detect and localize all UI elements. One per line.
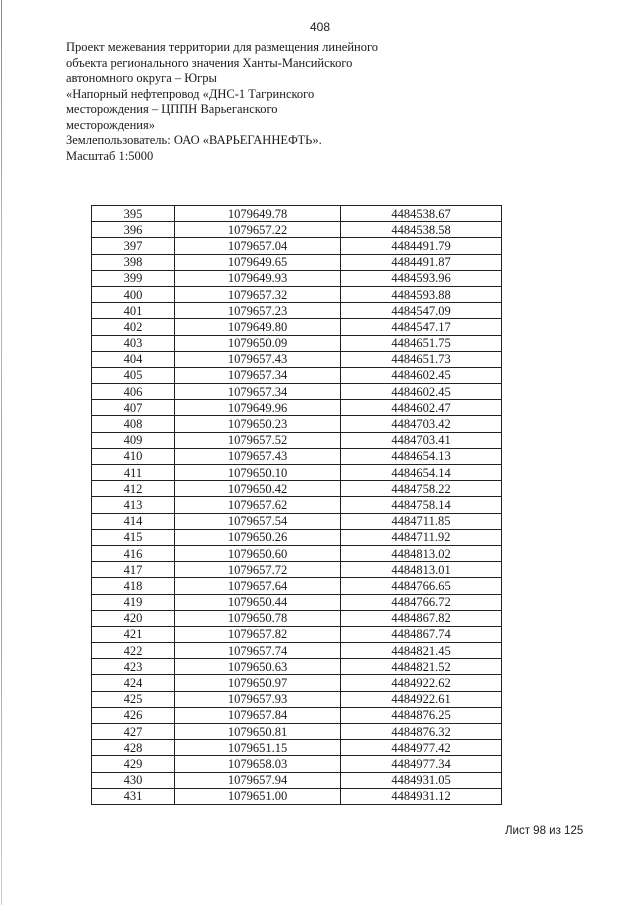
point-number-cell: 401 [92, 303, 175, 319]
y-coordinate-cell: 4484654.14 [341, 465, 502, 481]
table-row [92, 562, 502, 578]
point-number-cell: 417 [92, 562, 175, 578]
table-row [92, 675, 502, 691]
y-coordinate-cell: 4484491.79 [341, 238, 502, 254]
y-coordinate-cell: 4484491.87 [341, 254, 502, 270]
x-coordinate-cell: 1079650.78 [175, 610, 341, 626]
object-name-line: месторождения – ЦППН Варьеганского [66, 102, 278, 116]
point-number-cell: 425 [92, 691, 175, 707]
y-coordinate-cell: 4484876.32 [341, 724, 502, 740]
y-coordinate-cell: 4484758.14 [341, 497, 502, 513]
table-row [92, 384, 502, 400]
y-coordinate-cell: 4484711.85 [341, 513, 502, 529]
point-number-cell: 402 [92, 319, 175, 335]
coordinates-table [91, 205, 502, 805]
y-coordinate-cell: 4484654.13 [341, 448, 502, 464]
x-coordinate-cell: 1079657.84 [175, 707, 341, 723]
x-coordinate-cell: 1079657.64 [175, 578, 341, 594]
scan-edge-line [1, 0, 2, 905]
y-coordinate-cell: 4484602.47 [341, 400, 502, 416]
y-coordinate-cell: 4484547.09 [341, 303, 502, 319]
point-number-cell: 403 [92, 335, 175, 351]
table-row [92, 254, 502, 270]
y-coordinate-cell: 4484876.25 [341, 707, 502, 723]
x-coordinate-cell: 1079657.74 [175, 643, 341, 659]
object-name-line: «Напорный нефтепровод «ДНС-1 Тагринского [66, 86, 315, 101]
coordinates-table-body [92, 206, 502, 805]
point-number-cell: 426 [92, 707, 175, 723]
object-name-line: месторождения» [66, 117, 155, 132]
y-coordinate-cell: 4484602.45 [341, 384, 502, 400]
table-row [92, 367, 502, 383]
point-number-cell: 411 [92, 465, 175, 481]
x-coordinate-cell: 1079657.34 [175, 367, 341, 383]
x-coordinate-cell: 1079651.00 [175, 788, 341, 804]
y-coordinate-cell: 4484538.67 [341, 206, 502, 222]
point-number-cell: 424 [92, 675, 175, 691]
table-row [92, 643, 502, 659]
point-number-cell: 395 [92, 206, 175, 222]
table-row [92, 400, 502, 416]
point-number-cell: 410 [92, 448, 175, 464]
y-coordinate-cell: 4484703.42 [341, 416, 502, 432]
y-coordinate-cell: 4484977.34 [341, 756, 502, 772]
x-coordinate-cell: 1079657.04 [175, 238, 341, 254]
x-coordinate-cell: 1079650.63 [175, 659, 341, 675]
x-coordinate-cell: 1079650.42 [175, 481, 341, 497]
table-row [92, 222, 502, 238]
point-number-cell: 399 [92, 270, 175, 286]
point-number-cell: 419 [92, 594, 175, 610]
table-row [92, 659, 502, 675]
y-coordinate-cell: 4484821.52 [341, 659, 502, 675]
y-coordinate-cell: 4484821.45 [341, 643, 502, 659]
y-coordinate-cell: 4484813.02 [341, 545, 502, 561]
x-coordinate-cell: 1079649.80 [175, 319, 341, 335]
table-row [92, 724, 502, 740]
x-coordinate-cell: 1079657.43 [175, 351, 341, 367]
y-coordinate-cell: 4484703.41 [341, 432, 502, 448]
table-row [92, 772, 502, 788]
table-row [92, 286, 502, 302]
table-row [92, 335, 502, 351]
x-coordinate-cell: 1079651.15 [175, 740, 341, 756]
table-row [92, 756, 502, 772]
y-coordinate-cell: 4484867.82 [341, 610, 502, 626]
point-number-cell: 429 [92, 756, 175, 772]
table-row [92, 351, 502, 367]
table-row [92, 594, 502, 610]
point-number-cell: 418 [92, 578, 175, 594]
point-number-cell: 408 [92, 416, 175, 432]
x-coordinate-cell: 1079650.26 [175, 529, 341, 545]
y-coordinate-cell: 4484711.92 [341, 529, 502, 545]
table-row [92, 448, 502, 464]
table-row [92, 416, 502, 432]
x-coordinate-cell: 1079649.78 [175, 206, 341, 222]
y-coordinate-cell: 4484651.75 [341, 335, 502, 351]
y-coordinate-cell: 4484766.65 [341, 578, 502, 594]
point-number-cell: 416 [92, 545, 175, 561]
point-number-cell: 430 [92, 772, 175, 788]
x-coordinate-cell: 1079649.65 [175, 254, 341, 270]
x-coordinate-cell: 1079657.32 [175, 286, 341, 302]
point-number-cell: 404 [92, 351, 175, 367]
table-row [92, 529, 502, 545]
x-coordinate-cell: 1079657.22 [175, 222, 341, 238]
y-coordinate-cell: 4484931.12 [341, 788, 502, 804]
table-row [92, 465, 502, 481]
table-row [92, 707, 502, 723]
point-number-cell: 407 [92, 400, 175, 416]
point-number-cell: 406 [92, 384, 175, 400]
scale: Масштаб 1:5000 [66, 148, 154, 163]
y-coordinate-cell: 4484813.01 [341, 562, 502, 578]
point-number-cell: 409 [92, 432, 175, 448]
table-row [92, 691, 502, 707]
x-coordinate-cell: 1079657.62 [175, 497, 341, 513]
point-number-cell: 420 [92, 610, 175, 626]
y-coordinate-cell: 4484602.45 [341, 367, 502, 383]
x-coordinate-cell: 1079658.03 [175, 756, 341, 772]
point-number-cell: 397 [92, 238, 175, 254]
table-row [92, 626, 502, 642]
y-coordinate-cell: 4484766.72 [341, 594, 502, 610]
project-title-line: Проект межевания территории для размещения линейного [66, 40, 379, 54]
y-coordinate-cell: 4484593.88 [341, 286, 502, 302]
point-number-cell: 415 [92, 529, 175, 545]
land-user: Землепользователь: ОАО «ВАРЬЕГАННЕФТЬ». [66, 133, 322, 147]
point-number-cell: 412 [92, 481, 175, 497]
document-header [66, 40, 396, 164]
table-row [92, 610, 502, 626]
x-coordinate-cell: 1079657.72 [175, 562, 341, 578]
point-number-cell: 414 [92, 513, 175, 529]
x-coordinate-cell: 1079657.93 [175, 691, 341, 707]
point-number-cell: 398 [92, 254, 175, 270]
x-coordinate-cell: 1079649.96 [175, 400, 341, 416]
point-number-cell: 427 [92, 724, 175, 740]
x-coordinate-cell: 1079649.93 [175, 270, 341, 286]
table-row [92, 303, 502, 319]
point-number-cell: 428 [92, 740, 175, 756]
page-number: 408 [309, 20, 331, 34]
y-coordinate-cell: 4484931.05 [341, 772, 502, 788]
x-coordinate-cell: 1079650.97 [175, 675, 341, 691]
x-coordinate-cell: 1079650.81 [175, 724, 341, 740]
y-coordinate-cell: 4484922.61 [341, 691, 502, 707]
x-coordinate-cell: 1079657.23 [175, 303, 341, 319]
table-row [92, 788, 502, 804]
x-coordinate-cell: 1079657.43 [175, 448, 341, 464]
y-coordinate-cell: 4484547.17 [341, 319, 502, 335]
x-coordinate-cell: 1079657.52 [175, 432, 341, 448]
x-coordinate-cell: 1079650.23 [175, 416, 341, 432]
x-coordinate-cell: 1079657.82 [175, 626, 341, 642]
table-row [92, 740, 502, 756]
point-number-cell: 422 [92, 643, 175, 659]
x-coordinate-cell: 1079657.94 [175, 772, 341, 788]
project-title-line: автономного округа – Югры [66, 71, 217, 85]
x-coordinate-cell: 1079650.44 [175, 594, 341, 610]
y-coordinate-cell: 4484922.62 [341, 675, 502, 691]
y-coordinate-cell: 4484593.96 [341, 270, 502, 286]
y-coordinate-cell: 4484758.22 [341, 481, 502, 497]
table-row [92, 270, 502, 286]
y-coordinate-cell: 4484977.42 [341, 740, 502, 756]
table-row [92, 206, 502, 222]
table-row [92, 497, 502, 513]
y-coordinate-cell: 4484867.74 [341, 626, 502, 642]
x-coordinate-cell: 1079650.10 [175, 465, 341, 481]
table-row [92, 481, 502, 497]
table-row [92, 513, 502, 529]
x-coordinate-cell: 1079657.54 [175, 513, 341, 529]
x-coordinate-cell: 1079657.34 [175, 384, 341, 400]
point-number-cell: 400 [92, 286, 175, 302]
sheet-counter: Лист 98 из 125 [505, 825, 584, 837]
y-coordinate-cell: 4484538.58 [341, 222, 502, 238]
point-number-cell: 431 [92, 788, 175, 804]
table-row [92, 238, 502, 254]
point-number-cell: 396 [92, 222, 175, 238]
table-row [92, 545, 502, 561]
point-number-cell: 413 [92, 497, 175, 513]
table-row [92, 319, 502, 335]
point-number-cell: 405 [92, 367, 175, 383]
x-coordinate-cell: 1079650.60 [175, 545, 341, 561]
x-coordinate-cell: 1079650.09 [175, 335, 341, 351]
point-number-cell: 423 [92, 659, 175, 675]
project-title-line: объекта регионального значения Ханты-Мансийского [66, 55, 353, 70]
y-coordinate-cell: 4484651.73 [341, 351, 502, 367]
table-row [92, 578, 502, 594]
point-number-cell: 421 [92, 626, 175, 642]
table-row [92, 432, 502, 448]
